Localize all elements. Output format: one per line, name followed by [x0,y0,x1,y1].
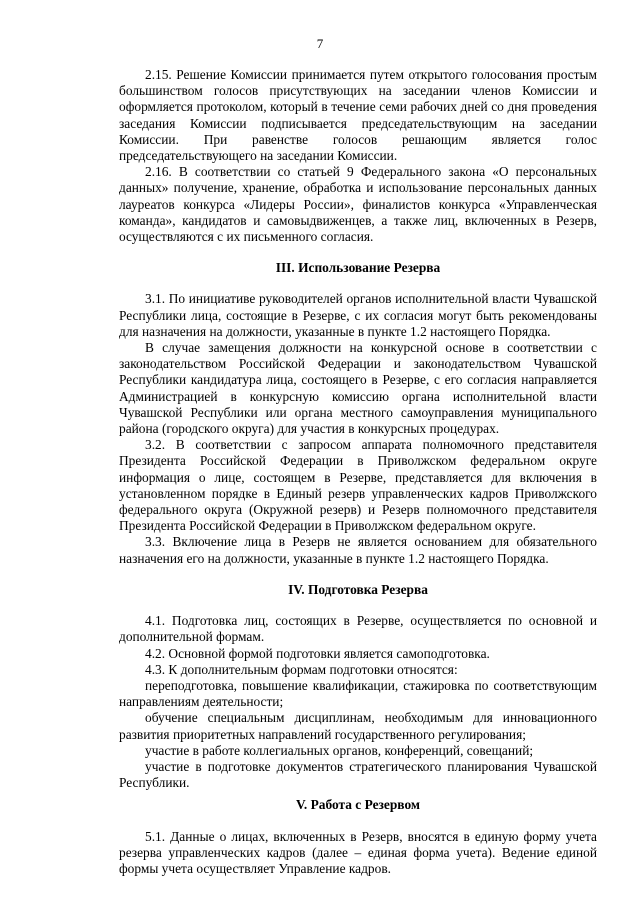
page-number: 7 [316,36,324,51]
section-heading-4: IV. Подготовка Резерва [288,581,428,597]
page-content [119,67,597,877]
paragraph-2-15: 2.15. Решение Комиссии принимается путем открытого голосования простым большинством голосов присутствующих на заседании членов Комиссии и оформляется протоколом, который в течение семи рабочих дней со дня проведения заседания Комиссии подписывается председательствующим на заседании Комиссии. При равенстве голосов решающим является голос председательствующего на заседании Комиссии. [119,67,597,164]
list-item: участие в подготовке документов стратегического планирования Чувашской Республики. [119,758,597,791]
paragraph-4-2: 4.2. Основной формой подготовки является самоподготовка. [145,645,490,661]
paragraph-3-2: 3.2. В соответствии с запросом аппарата полномочного представителя Президента Российской Федерации в Приволжском федеральном округе информация о лице, состоящем в Резерве, представляется для включения в установленном порядке в Единый резерв управленческих кадров Приволжского федерального округа (Окружной резерв) и Резерв полномочного представителя Президента Российской Федерации в Приволжском федеральном округе. [119,437,597,534]
paragraph-3-3: 3.3. Включение лица в Резерв не является основанием для обязательного назначения его на должности, указанные в пункте 1.2 настоящего Порядка. [119,534,597,566]
paragraph-5-1: 5.1. Данные о лицах, включенных в Резерв, вносятся в единую форму учета резерва управленческих кадров (далее – единая форма учета). Ведение единой формы учета осуществляет Управление кадров. [119,828,597,876]
list-item: обучение специальным дисциплинам, необходимым для инновационного развития приоритетных направлений государственного регулирования; [119,710,597,742]
list-item: переподготовка, повышение квалификации, стажировка по соответствующим направлениям деятельности; [119,677,597,710]
paragraph-3-1: 3.1. По инициативе руководителей органов исполнительной власти Чувашской Республики лица, состоящие в Резерве, с их согласия могут быть рекомендованы для назначения на должности, указанные в пункте 1.2 настоящего Порядка. [119,291,597,339]
paragraph-3-1-continued: В случае замещения должности на конкурсной основе в соответствии с законодательством Российской Федерации и законодательством Чувашской Республики кандидатура лица, состоящего в Резерве, с его согласия направляется Администрацией в конкурсную комиссию органа исполнительной власти Чувашской Республики или органа местного самоуправления муниципального района (городского округа) для участия в конкурсных процедурах. [119,340,597,437]
paragraph-2-16: 2.16. В соответствии со статьей 9 Федерального закона «О персональных данных» получение, хранение, обработка и использование персональных данных лауреатов конкурса «Лидеры России», финалистов конкурса «Управленческая команда», кандидатов и самовыдвиженцев, а также лиц, включенных в Резерв, осуществляются с их письменного согласия. [119,164,597,245]
list-item: участие в работе коллегиальных органов, конференций, совещаний; [145,742,534,758]
paragraph-4-3: 4.3. К дополнительным формам подготовки относятся: [145,661,458,677]
section-heading-5: V. Работа с Резервом [295,797,421,813]
paragraph-4-1: 4.1. Подготовка лиц, состоящих в Резерве, осуществляется по основной и дополнительной формам. [119,613,597,645]
section-heading-3: III. Использование Резерва [275,260,441,276]
